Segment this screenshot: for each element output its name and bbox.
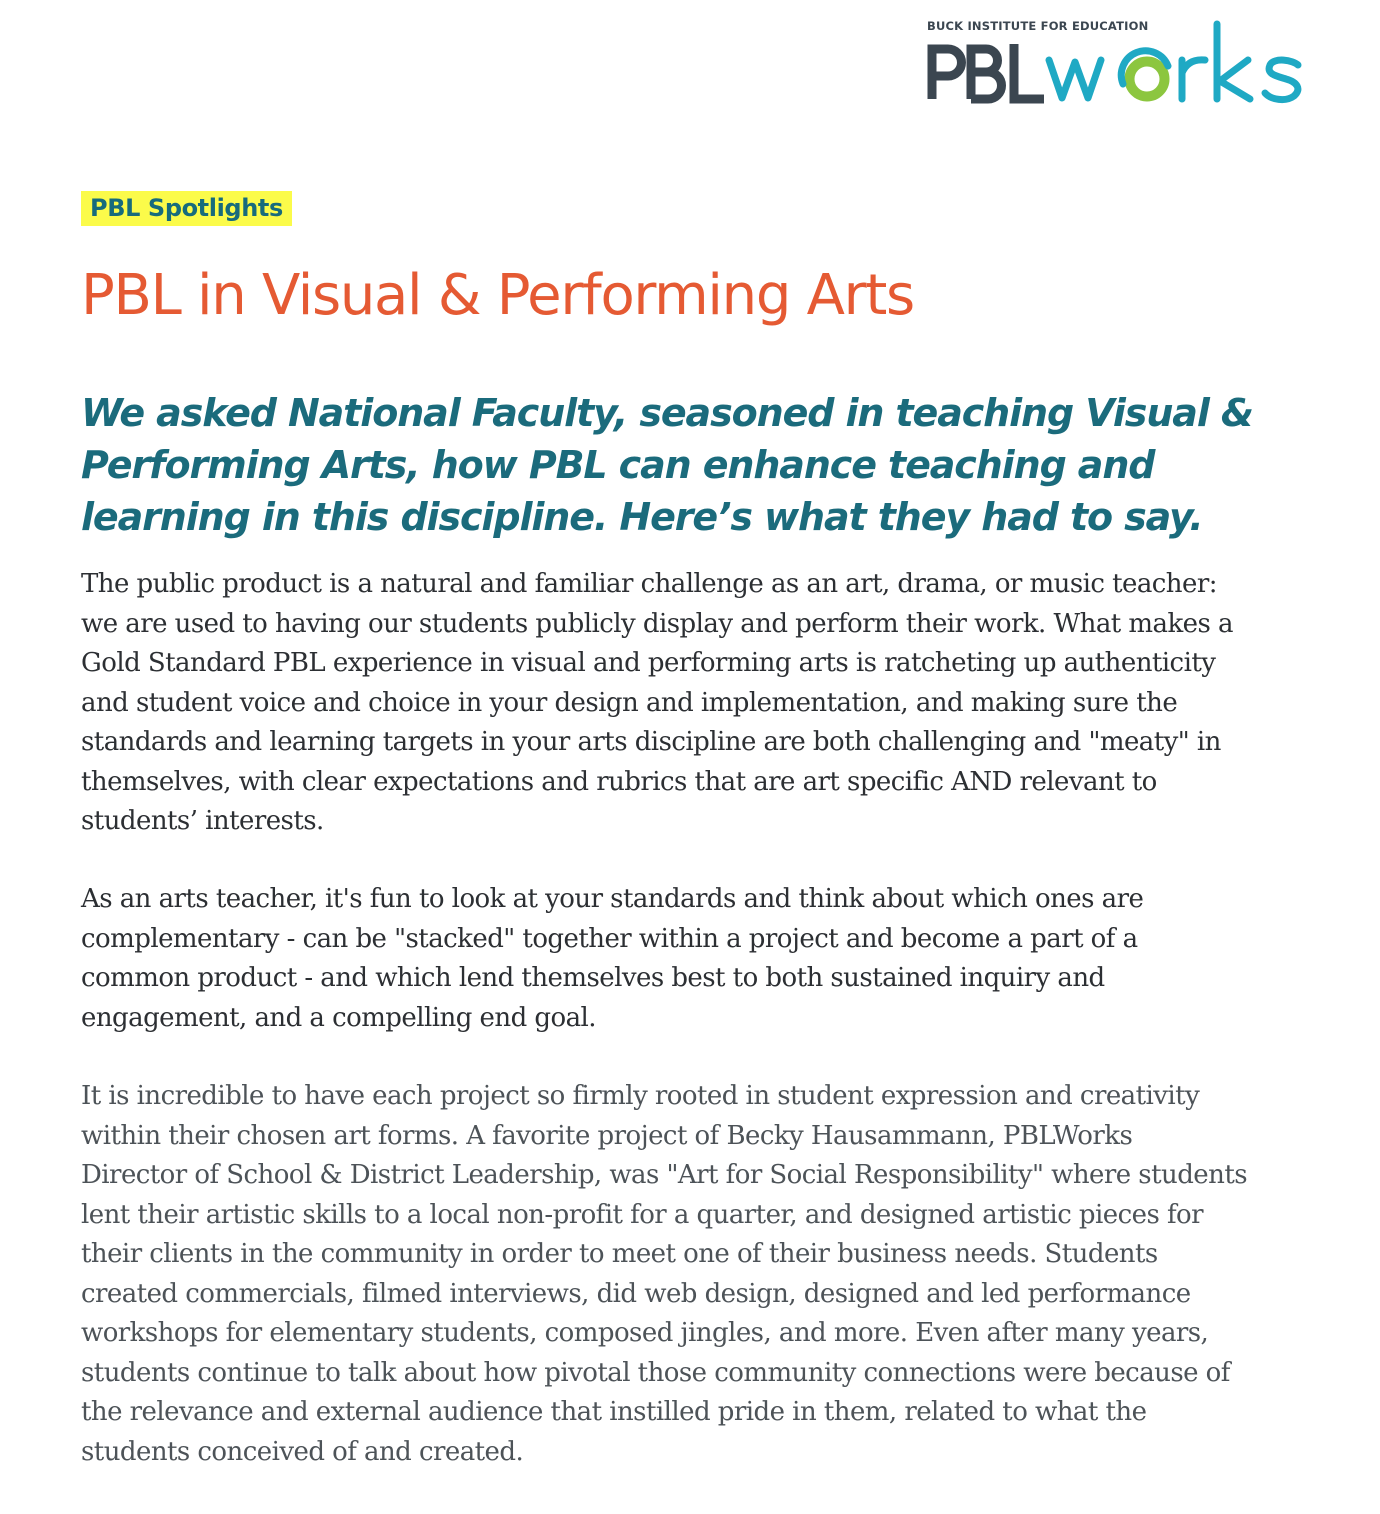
paragraph-line: created commercials, filmed interviews, did web design, designed and led performance [81,1278,1191,1309]
paragraph-line: we are used to having our students publicly display and perform their work. What makes a [81,608,1233,639]
paragraph-line: their clients in the community in order to meet one of their business needs. Students [81,1239,1158,1269]
paragraph-line: engagement, and a compelling end goal. [81,1002,597,1033]
logo-letter-r [1182,60,1205,99]
page-title: PBL in Visual & Performing Arts [81,263,914,328]
paragraph-line: workshops for elementary students, composed jingles, and more. Even after many years, [81,1318,1209,1348]
logo-letter-s [1265,60,1298,99]
intro-line: learning in this discipline. Here’s what they had to say. [81,495,1203,539]
paragraph-line: complementary - can be "stacked" together within a project and become a part of a [81,923,1138,954]
pbl-spotlights-tag: PBL Spotlights [81,191,292,226]
paragraph-line: common product - and which lend themselves best to both sustained inquiry and [81,963,1105,993]
logo-letter-b [971,49,1002,99]
intro-line: Performing Arts, how PBL can enhance teaching and [81,443,1155,487]
pblworks-logo[interactable] [924,18,1310,110]
paragraph-line: students continue to talk about how pivotal those community connections were because of [81,1357,1230,1388]
paragraph-line: It is incredible to have each project so firmly rooted in student expression and creativity [81,1081,1200,1111]
paragraph-line: the relevance and external audience that instilled pride in them, related to what the [81,1397,1147,1427]
paragraph-line: As an arts teacher, it's fun to look at your standards and think about which ones are [81,884,1144,914]
intro-line: We asked National Faculty, seasoned in teaching Visual & [81,391,1253,435]
paragraph-line: Director of School & District Leadership, was "Art for Social Responsibility" where students [81,1160,1248,1190]
paragraph-line: students conceived of and created. [81,1436,524,1467]
logo-o-green [1130,62,1165,97]
paragraph-line: The public product is a natural and familiar challenge as an art, drama, or music teacher: [81,569,1217,599]
logo-letter-p [932,49,961,99]
paragraph-line: standards and learning targets in your arts discipline are both challenging and "meaty" in [81,727,1221,757]
paragraph-line: students’ interests. [81,806,324,836]
body-paragraph-1 [81,565,1321,842]
paragraph-line: Gold Standard PBL experience in visual and performing arts is ratcheting up authenticity [81,648,1216,678]
logo-letter-k [1217,24,1250,99]
paragraph-line: within their chosen art forms. A favorite project of Becky Hausammann, PBLWorks [81,1120,1133,1151]
pblworks-wordmark [924,18,1310,110]
logo-letter-l [1014,44,1044,99]
paragraph-line: themselves, with clear expectations and rubrics that are art specific AND relevant to [81,766,1157,797]
body-paragraph-3 [81,1077,1321,1472]
paragraph-line: and student voice and choice in your design and implementation, and making sure the [81,687,1178,718]
logo-org-name: BUCK INSTITUTE FOR EDUCATION [927,19,1149,33]
paragraph-line: lent their artistic skills to a local non-profit for a quarter, and designed artistic pieces for [81,1199,1204,1230]
logo-letter-w [1049,60,1101,98]
intro-heading [81,387,1301,543]
body-paragraph-2 [81,880,1321,1038]
